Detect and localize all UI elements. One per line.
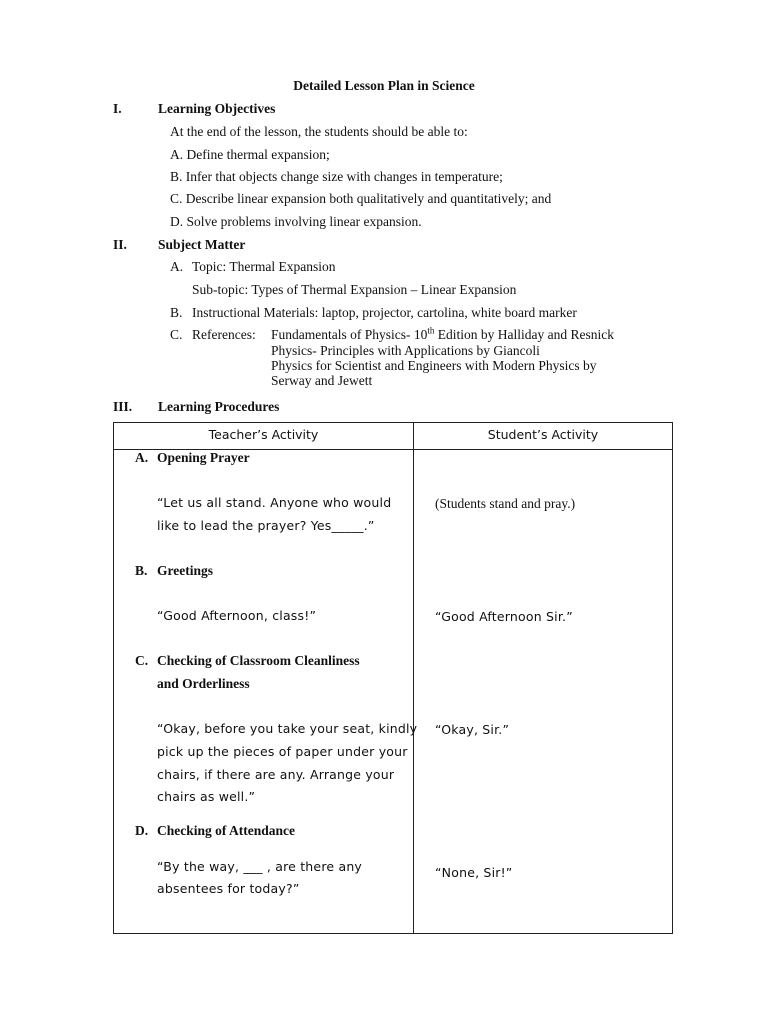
section-heading-procedures: Learning Procedures bbox=[158, 399, 280, 414]
reference-item: Physics- Principles with Applications by Giancoli bbox=[271, 343, 540, 358]
teacher-activity-header: Teacher’s Activity bbox=[208, 427, 319, 442]
reference-text: Fundamentals of Physics- 10 bbox=[271, 327, 428, 342]
teacher-line: absentees for today?” bbox=[157, 881, 300, 896]
row-heading-letter: D. bbox=[135, 823, 149, 838]
document-title: Detailed Lesson Plan in Science bbox=[293, 78, 475, 93]
teacher-line: “Good Afternoon, class!” bbox=[157, 608, 317, 623]
teacher-line: chairs as well.” bbox=[157, 789, 256, 804]
reference-item bbox=[271, 327, 614, 343]
student-response: “Good Afternoon Sir.” bbox=[435, 609, 573, 624]
student-response: “None, Sir!” bbox=[435, 865, 513, 880]
student-response: “Okay, Sir.” bbox=[435, 722, 510, 737]
reference-text: Edition by Halliday and Resnick bbox=[434, 327, 614, 342]
student-response: (Students stand and pray.) bbox=[435, 496, 576, 511]
teacher-line: chairs, if there are any. Arrange your bbox=[157, 767, 395, 782]
row-heading: Greetings bbox=[157, 563, 213, 578]
row-heading: Opening Prayer bbox=[157, 450, 250, 465]
teacher-line: like to lead the prayer? Yes_____.” bbox=[157, 518, 375, 533]
objective-item: A. Define thermal expansion; bbox=[170, 147, 330, 162]
teacher-line: “Okay, before you take your seat, kindly bbox=[157, 721, 418, 736]
objective-item: B. Infer that objects change size with changes in temperature; bbox=[170, 169, 503, 184]
references-label: References: bbox=[192, 327, 256, 342]
row-heading: Checking of Classroom Cleanliness bbox=[157, 653, 360, 668]
objective-item: D. Solve problems involving linear expansion. bbox=[170, 214, 422, 229]
activity-table bbox=[113, 422, 673, 934]
materials-letter: B. bbox=[170, 305, 183, 320]
section-heading-subject: Subject Matter bbox=[158, 237, 246, 252]
row-heading-letter: B. bbox=[135, 563, 148, 578]
topic-letter: A. bbox=[170, 259, 184, 274]
objective-item: C. Describe linear expansion both qualitatively and quantitatively; and bbox=[170, 191, 552, 206]
topic: Topic: Thermal Expansion bbox=[192, 259, 336, 274]
reference-superscript: th bbox=[427, 325, 435, 336]
row-heading: Checking of Attendance bbox=[157, 823, 295, 838]
section-numeral-objectives: I. bbox=[113, 101, 122, 116]
section-heading-objectives: Learning Objectives bbox=[158, 101, 276, 116]
reference-item: Serway and Jewett bbox=[271, 373, 373, 388]
row-heading-letter: C. bbox=[135, 653, 149, 668]
teacher-line: “Let us all stand. Anyone who would bbox=[157, 495, 392, 510]
reference-item: Physics for Scientist and Engineers with Modern Physics by bbox=[271, 358, 597, 373]
objectives-intro: At the end of the lesson, the students should be able to: bbox=[170, 124, 468, 139]
references-letter: C. bbox=[170, 327, 183, 342]
teacher-line: pick up the pieces of paper under your bbox=[157, 744, 408, 759]
section-numeral-subject: II. bbox=[113, 237, 127, 252]
table-column-divider bbox=[413, 423, 414, 933]
row-heading-continued: and Orderliness bbox=[157, 676, 250, 691]
subtopic: Sub-topic: Types of Thermal Expansion – Linear Expansion bbox=[192, 282, 517, 297]
row-heading-letter: A. bbox=[135, 450, 149, 465]
section-numeral-procedures: III. bbox=[113, 399, 133, 414]
student-activity-header: Student’s Activity bbox=[487, 427, 599, 442]
teacher-line: “By the way, ___ , are there any bbox=[157, 859, 363, 874]
instructional-materials: Instructional Materials: laptop, projector, cartolina, white board marker bbox=[192, 305, 577, 320]
